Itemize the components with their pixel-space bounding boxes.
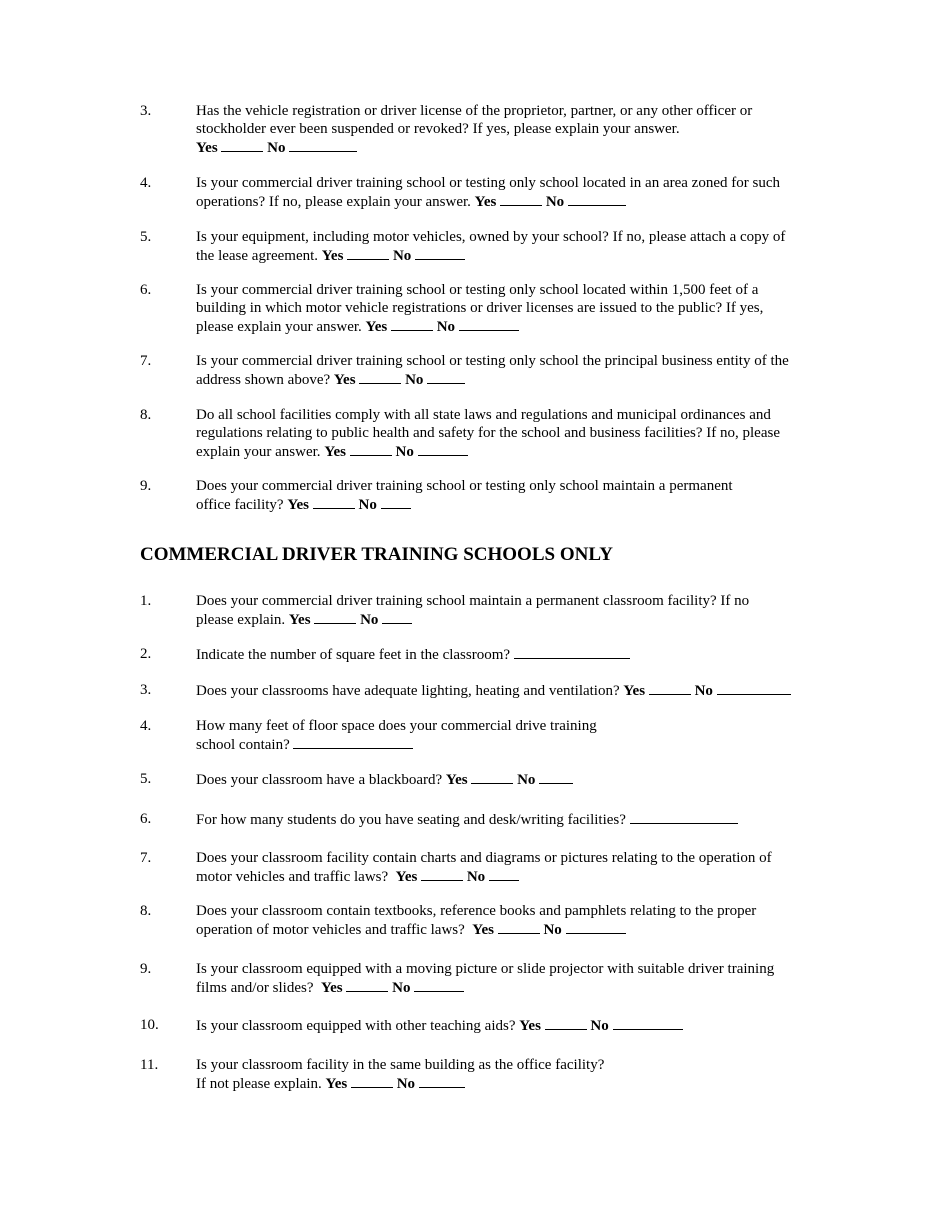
no-label: No — [405, 372, 424, 388]
question-text: Do all school facilities comply with all state laws and regulations and municipal ordinances and — [196, 407, 771, 423]
no-label: No — [358, 497, 377, 513]
cdts-question-4 — [140, 717, 820, 754]
no-label: No — [517, 772, 536, 788]
no-answer-field[interactable] — [427, 370, 465, 384]
yes-label: Yes — [320, 980, 343, 996]
no-label: No — [392, 248, 412, 264]
no-answer-field[interactable] — [539, 770, 573, 784]
question-text: school contain? — [196, 737, 290, 753]
yes-answer-field[interactable] — [498, 920, 540, 934]
yes-label: Yes — [287, 497, 310, 513]
cdts-question-7 — [140, 849, 820, 886]
question-text: Does your commercial driver training school maintain a permanent classroom facility? If no — [196, 593, 750, 609]
yes-answer-field[interactable] — [314, 610, 356, 624]
no-label: No — [436, 319, 456, 335]
no-label: No — [694, 683, 713, 699]
yes-answer-field[interactable] — [350, 442, 392, 456]
question-5 — [140, 228, 820, 265]
yes-answer-field[interactable] — [545, 1016, 587, 1030]
question-number: 10. — [140, 1017, 159, 1033]
question-number: 7. — [140, 353, 152, 369]
question-text: operation of motor vehicles and traffic laws? — [196, 922, 465, 938]
question-number: 11. — [140, 1057, 159, 1073]
no-label: No — [590, 1018, 609, 1034]
question-text: please explain. — [196, 612, 286, 628]
yes-answer-field[interactable] — [313, 495, 355, 509]
cdts-question-6 — [140, 810, 820, 829]
question-number: 5. — [140, 229, 152, 245]
question-9 — [140, 477, 820, 514]
yes-answer-field[interactable] — [471, 770, 513, 784]
yes-label: Yes — [321, 248, 344, 264]
yes-label: Yes — [472, 922, 494, 938]
question-number: 6. — [140, 811, 152, 827]
no-label: No — [360, 612, 379, 628]
question-text: Is your commercial driver training school or testing only school the principal business entity of the — [196, 353, 789, 369]
no-answer-field[interactable] — [489, 867, 519, 881]
yes-answer-field[interactable] — [346, 978, 388, 992]
no-label: No — [466, 869, 486, 885]
yes-label: Yes — [288, 612, 311, 628]
yes-answer-field[interactable] — [649, 681, 691, 695]
question-text: If not please explain. — [196, 1076, 322, 1092]
question-number: 9. — [140, 478, 152, 494]
yes-label: Yes — [623, 683, 646, 699]
student-count-field[interactable] — [630, 810, 738, 824]
yes-answer-field[interactable] — [500, 192, 542, 206]
yes-answer-field[interactable] — [347, 246, 389, 260]
question-6 — [140, 281, 820, 336]
question-text: office facility? — [196, 497, 284, 513]
question-text: For how many students do you have seating and desk/writing facilities? — [196, 812, 626, 828]
question-text: motor vehicles and traffic laws? — [196, 869, 389, 885]
no-answer-field[interactable] — [289, 138, 357, 152]
question-text: films and/or slides? — [196, 980, 314, 996]
question-text: stockholder ever been suspended or revoked? If yes, please explain your answer. — [196, 121, 680, 137]
question-text: Indicate the number of square feet in the classroom? — [196, 647, 511, 663]
cdts-question-2 — [140, 645, 820, 664]
question-text: Does your classrooms have adequate lighting, heating and ventilation? — [196, 683, 620, 699]
question-8 — [140, 406, 820, 461]
no-answer-field[interactable] — [381, 495, 411, 509]
no-answer-field[interactable] — [459, 317, 519, 331]
yes-label: Yes — [333, 372, 356, 388]
question-number: 4. — [140, 718, 152, 734]
question-text: Is your classroom facility in the same building as the office facility? — [196, 1057, 605, 1073]
yes-label: Yes — [474, 194, 497, 210]
no-answer-field[interactable] — [418, 442, 468, 456]
question-number: 9. — [140, 961, 152, 977]
question-text: explain your answer. — [196, 444, 321, 460]
question-number: 8. — [140, 407, 152, 423]
yes-answer-field[interactable] — [221, 138, 263, 152]
no-answer-field[interactable] — [419, 1074, 465, 1088]
yes-label: Yes — [395, 869, 418, 885]
question-text: building in which motor vehicle registrations or driver licenses are issued to the public? If yes, — [196, 300, 764, 316]
square-feet-field[interactable] — [514, 645, 630, 659]
question-text: regulations relating to public health and safety for the school and business facilities? If no, please — [196, 425, 780, 441]
cdts-question-1 — [140, 592, 820, 629]
question-7 — [140, 352, 820, 389]
yes-answer-field[interactable] — [359, 370, 401, 384]
question-text: Is your classroom equipped with other teaching aids? — [196, 1018, 516, 1034]
question-text: please explain your answer. — [196, 319, 362, 335]
cdts-question-5 — [140, 770, 820, 789]
question-number: 1. — [140, 593, 152, 609]
cdts-question-10 — [140, 1016, 820, 1035]
question-text: operations? If no, please explain your answer. — [196, 194, 471, 210]
question-text: Is your equipment, including motor vehicles, owned by your school? If no, please attach a copy of — [196, 229, 786, 245]
no-label: No — [543, 922, 562, 938]
question-text: Is your classroom equipped with a moving picture or slide projector with suitable driver training — [196, 961, 775, 977]
no-label: No — [545, 194, 565, 210]
no-answer-field[interactable] — [568, 192, 626, 206]
yes-label: Yes — [325, 1076, 348, 1092]
question-text: Has the vehicle registration or driver license of the proprietor, partner, or any other officer or — [196, 103, 753, 119]
question-text: Does your classroom have a blackboard? — [196, 772, 443, 788]
cdts-question-11 — [140, 1056, 820, 1093]
yes-label: Yes — [445, 772, 468, 788]
yes-label: Yes — [324, 444, 346, 460]
yes-label: Yes — [365, 319, 388, 335]
no-answer-field[interactable] — [414, 978, 464, 992]
question-text: Does your classroom contain textbooks, reference books and pamphlets relating to the proper — [196, 903, 757, 919]
question-4 — [140, 174, 820, 211]
question-number: 2. — [140, 646, 152, 662]
question-number: 8. — [140, 903, 152, 919]
question-3 — [140, 102, 820, 157]
question-text: Does your classroom facility contain charts and diagrams or pictures relating to the operation of — [196, 850, 772, 866]
no-answer-field[interactable] — [382, 610, 412, 624]
cdts-question-8 — [140, 902, 820, 939]
question-text: address shown above? — [196, 372, 331, 388]
cdts-question-3 — [140, 681, 820, 700]
question-number: 5. — [140, 771, 152, 787]
no-label: No — [396, 1076, 416, 1092]
floor-space-field[interactable] — [293, 735, 413, 749]
question-number: 7. — [140, 850, 152, 866]
section-heading: COMMERCIAL DRIVER TRAINING SCHOOLS ONLY — [140, 544, 613, 565]
question-number: 6. — [140, 282, 152, 298]
question-number: 4. — [140, 175, 152, 191]
question-text: the lease agreement. — [196, 248, 319, 264]
question-text: How many feet of floor space does your commercial drive training — [196, 718, 597, 734]
yes-label: Yes — [519, 1018, 541, 1034]
question-number: 3. — [140, 682, 152, 698]
question-text: Is your commercial driver training school or testing only school located in an area zoned for such — [196, 175, 780, 191]
question-number: 3. — [140, 103, 152, 119]
no-answer-field[interactable] — [566, 920, 626, 934]
no-label: No — [267, 140, 286, 156]
no-label: No — [392, 980, 411, 996]
yes-answer-field[interactable] — [421, 867, 463, 881]
question-text: Is your commercial driver training school or testing only school located within 1,500 feet of a — [196, 282, 759, 298]
cdts-question-9 — [140, 960, 820, 997]
yes-answer-field[interactable] — [351, 1074, 393, 1088]
no-answer-field[interactable] — [415, 246, 465, 260]
yes-label: Yes — [196, 140, 218, 156]
no-answer-field[interactable] — [613, 1016, 683, 1030]
no-answer-field[interactable] — [717, 681, 791, 695]
yes-answer-field[interactable] — [391, 317, 433, 331]
question-text: Does your commercial driver training school or testing only school maintain a permanent — [196, 478, 733, 494]
no-label: No — [395, 444, 414, 460]
